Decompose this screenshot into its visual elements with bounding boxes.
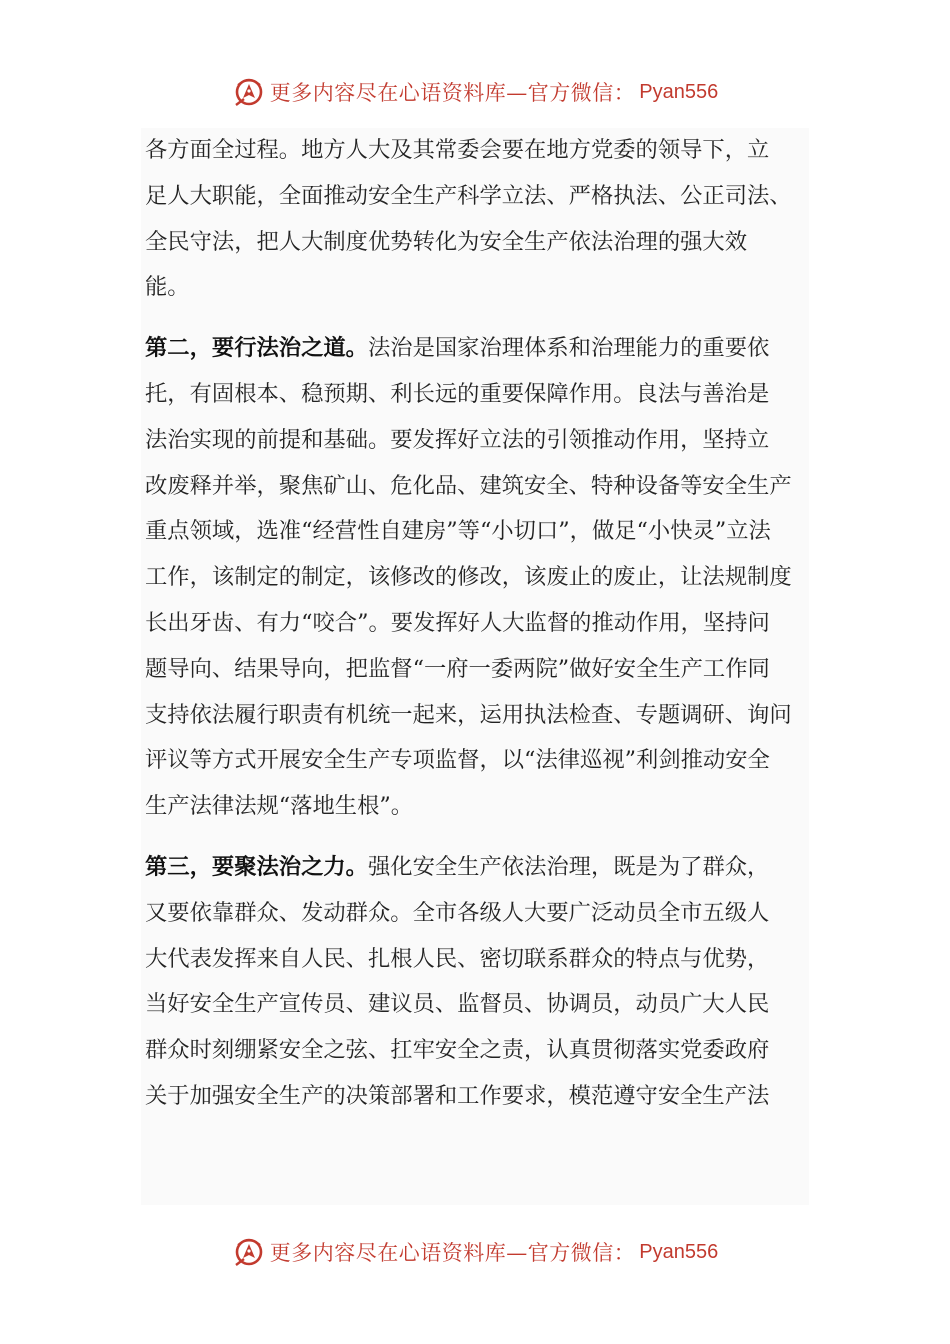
paragraph-3-lead: 第三，要聚法治之力。 — [145, 853, 368, 880]
paragraph-line: 强化安全生产依法治理，既是为了群众， — [367, 853, 770, 880]
header-banner — [0, 72, 950, 112]
paragraph-line: 法治是国家治理体系和治理能力的重要依 — [367, 335, 770, 362]
paragraph-line: 能。 — [145, 274, 190, 301]
paragraph-line: 足人大职能，全面推动安全生产科学立法、严格执法、公正司法、 — [145, 182, 792, 209]
paragraph-line: 各方面全过程。地方人大及其常委会要在地方党委的领导下，立 — [145, 137, 770, 163]
header-banner-text: 更多内容尽在心语资料库—官方微信： — [269, 81, 636, 105]
paragraph-line: 法治实现的前提和基础。要发挥好立法的引领推动作用，坚持立 — [145, 426, 770, 453]
paragraph-1 — [141, 128, 809, 311]
paragraph-line: 支持依法履行职责有机统一起来，运用执法检查、专题调研、询问 — [145, 701, 792, 728]
paragraph-line: 全民守法，把人大制度优势转化为安全生产依法治理的强大效 — [145, 228, 748, 255]
article-body — [141, 128, 809, 1205]
paragraph-line: 关于加强安全生产的决策部署和工作要求，模范遵守安全生产法 — [145, 1082, 770, 1109]
paragraph-line: 当好安全生产宣传员、建议员、监督员、协调员，动员广大人民 — [145, 991, 770, 1018]
header-wechat-id: Pyan556 — [639, 80, 719, 103]
paragraph-line: 长出牙齿、有力“咬合”。要发挥好人大监督的推动作用，坚持问 — [145, 609, 770, 636]
paragraph-line: 评议等方式开展安全生产专项监督，以“法律巡视”利剑推动安全 — [145, 747, 770, 774]
paragraph-2-lead: 第二，要行法治之道。 — [145, 335, 368, 362]
pen-nib-seal-icon — [232, 75, 266, 109]
paragraph-line: 群众时刻绷紧安全之弦、扛牢安全之责，认真贯彻落实党委政府 — [145, 1037, 770, 1064]
footer-wechat-id: Pyan556 — [639, 1240, 719, 1263]
paragraph-2 — [141, 326, 809, 830]
paragraph-line: 题导向、结果导向，把监督“一府一委两院”做好安全生产工作同 — [145, 655, 770, 682]
paragraph-line: 生产法律法规“落地生根”。 — [145, 793, 414, 820]
paragraph-line: 托，有固根本、稳预期、利长远的重要保障作用。良法与善治是 — [145, 380, 770, 407]
paragraph-line: 重点领域，选准“经营性自建房”等“小切口”，做足“小快灵”立法 — [145, 518, 771, 545]
paragraph-line: 大代表发挥来自人民、扎根人民、密切联系群众的特点与优势， — [145, 945, 770, 972]
paragraph-line: 又要依靠群众、发动群众。全市各级人大要广泛动员全市五级人 — [145, 899, 770, 926]
paragraph-line: 改废释并举，聚焦矿山、危化品、建筑安全、特种设备等安全生产 — [145, 472, 792, 499]
paragraph-line: 工作，该制定的制定，该修改的修改，该废止的废止，让法规制度 — [145, 564, 792, 591]
paragraph-3 — [141, 845, 809, 1120]
footer-banner — [0, 1232, 950, 1272]
pen-nib-seal-icon — [232, 1235, 266, 1269]
footer-banner-text: 更多内容尽在心语资料库—官方微信： — [269, 1241, 636, 1265]
